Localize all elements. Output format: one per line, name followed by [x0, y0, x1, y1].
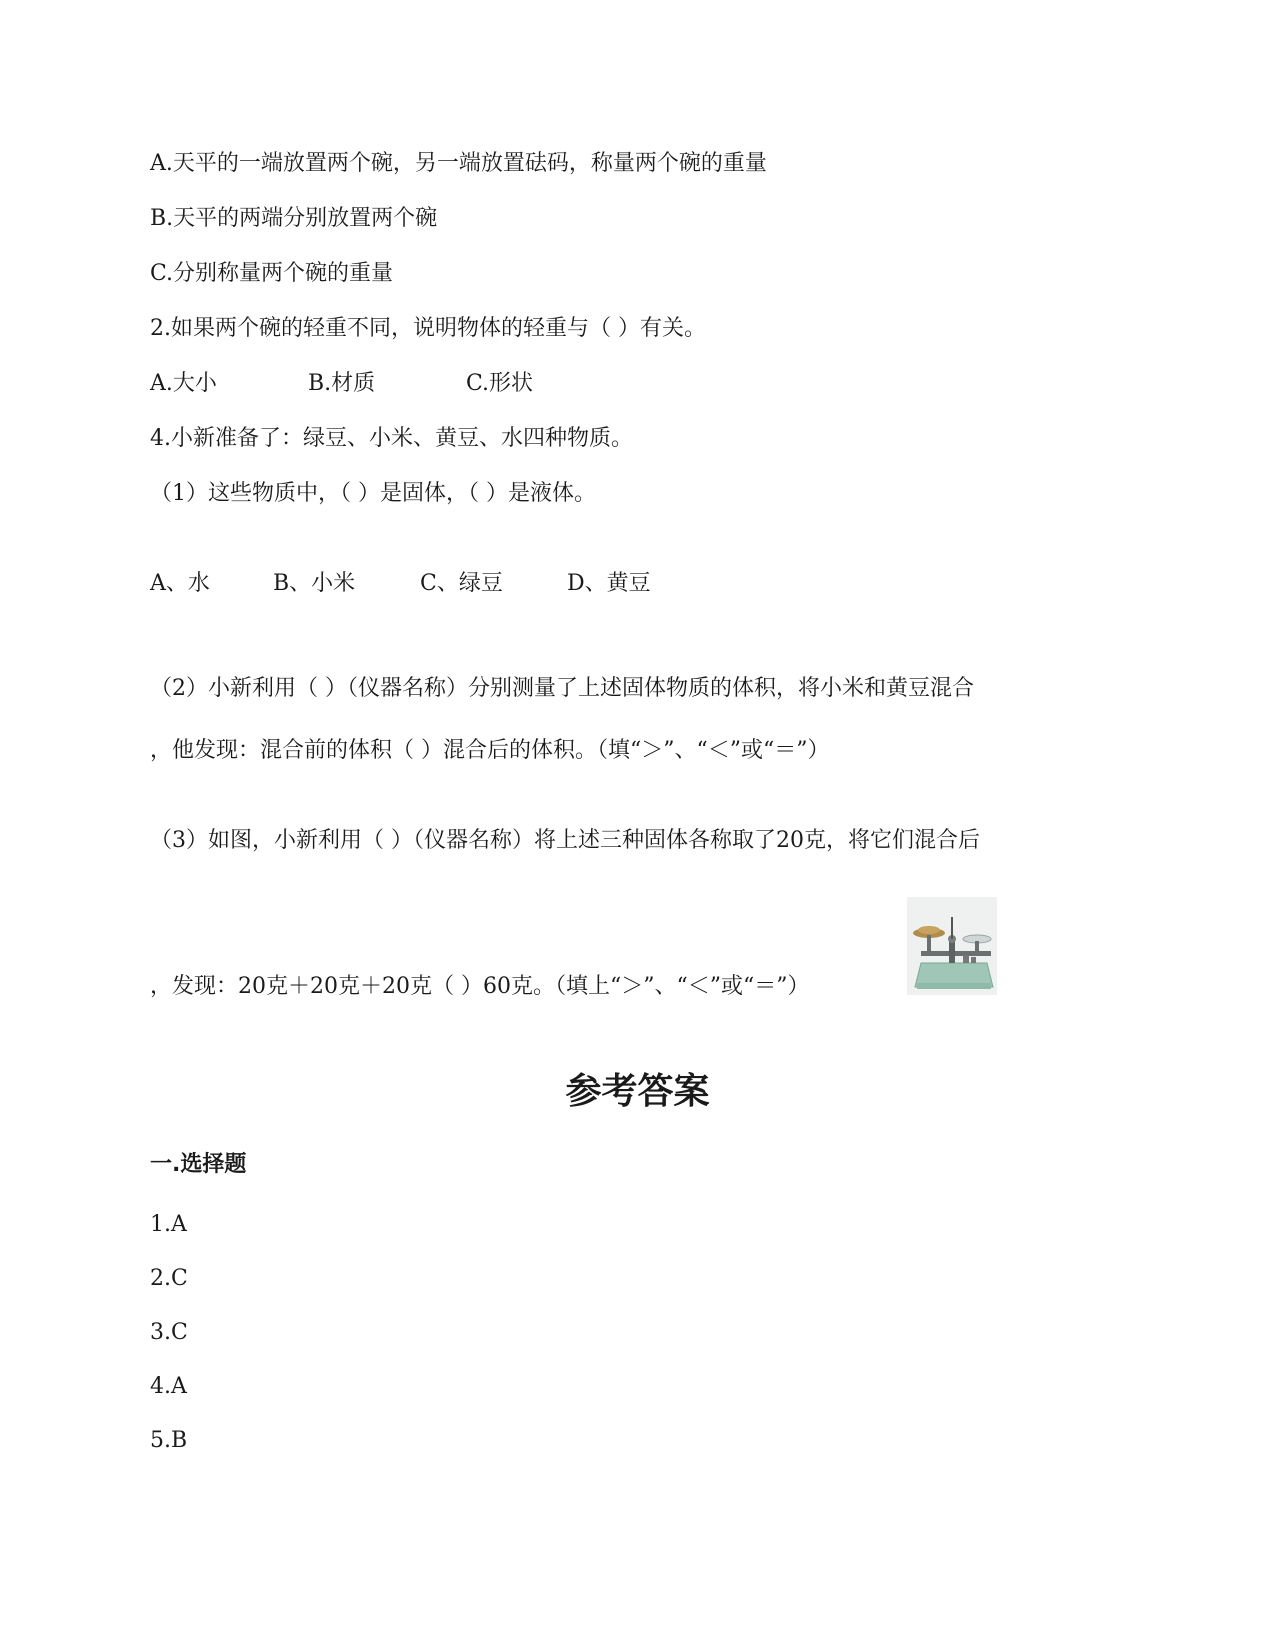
section-heading-choice: 一.选择题 — [150, 1152, 247, 1177]
q1-option-b: B.天平的两端分别放置两个碗 — [150, 206, 438, 231]
balance-scale-image — [907, 897, 997, 995]
q4-option-d: D、黄豆 — [567, 571, 651, 596]
q4-part1: （1）这些物质中，（ ）是固体，（ ）是液体。 — [150, 481, 596, 506]
q4-part2-line2: ，他发现：混合前的体积（ ）混合后的体积。（填“＞”、“＜”或“＝”） — [150, 738, 830, 763]
answer-item: 4.A — [150, 1374, 187, 1399]
q2-option-b: B.材质 — [308, 371, 376, 396]
q2-options — [150, 369, 533, 399]
q1-option-a: A.天平的一端放置两个碗，另一端放置砝码，称量两个碗的重量 — [150, 151, 767, 176]
balance-scale-icon — [907, 897, 997, 995]
answer-item: 2.C — [150, 1266, 188, 1291]
q2-stem: 2.如果两个碗的轻重不同，说明物体的轻重与（ ）有关。 — [150, 316, 706, 341]
q4-part2-line1: （2）小新利用（ ）（仪器名称）分别测量了上述固体物质的体积，将小米和黄豆混合 — [150, 676, 974, 701]
answer-item: 1.A — [150, 1212, 187, 1237]
answer-list — [150, 1210, 188, 1480]
q4-part1-options — [150, 569, 651, 599]
q4-option-b: B、小米 — [273, 571, 356, 596]
q4-option-c: C、绿豆 — [420, 571, 503, 596]
q2-option-c: C.形状 — [466, 371, 534, 396]
answer-item: 5.B — [150, 1428, 188, 1453]
q1-option-c: C.分别称量两个碗的重量 — [150, 261, 394, 286]
q2-option-a: A.大小 — [150, 371, 217, 396]
q4-part3-line2: ，发现：20克＋20克＋20克（ ）60克。（填上“＞”、“＜”或“＝”） — [150, 974, 810, 999]
q4-part3-line1: （3）如图，小新利用（ ）（仪器名称）将上述三种固体各称取了20克，将它们混合后 — [150, 828, 980, 853]
answer-item: 3.C — [150, 1320, 188, 1345]
answer-key-title: 参考答案 — [565, 1071, 710, 1112]
q4-option-a: A、水 — [150, 571, 210, 596]
q4-stem: 4.小新准备了：绿豆、小米、黄豆、水四种物质。 — [150, 426, 633, 451]
